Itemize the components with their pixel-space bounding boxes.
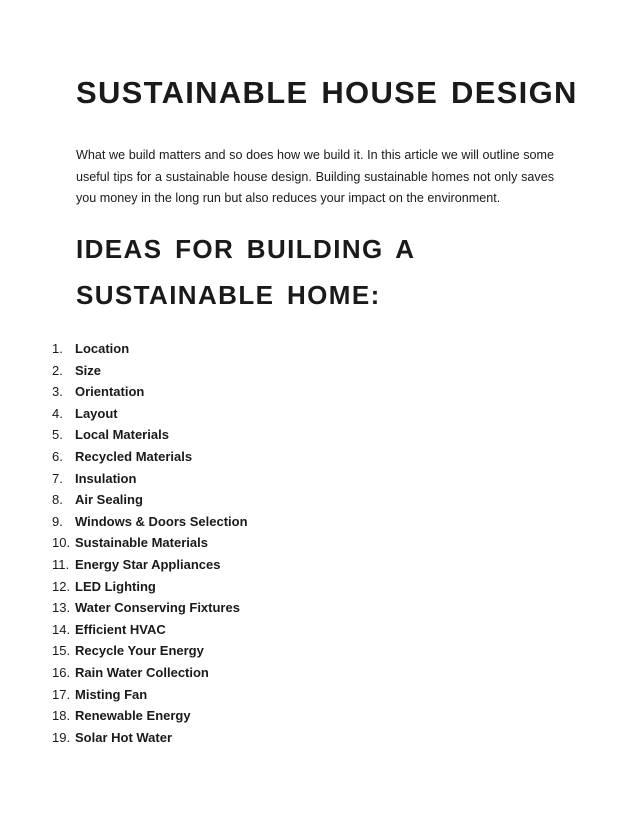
section-heading [76,226,415,318]
list-item-number: 16. [52,664,71,680]
list-item-number: 19. [52,729,71,745]
list-item-number: 3. [52,384,63,400]
section-heading-line-2: SUSTAINABLE HOME: [76,280,381,310]
list-item [52,511,248,533]
list-item-number: 1. [52,341,63,356]
list-item-number: 13. [52,600,71,616]
list-item-number: 14. [52,621,71,637]
list-item [52,705,248,727]
list-item-label: Misting Fan [75,686,148,702]
list-item-label: Rain Water Collection [75,664,209,680]
page-title: SUSTAINABLE HOUSE DESIGN [76,75,578,110]
list-item [52,468,248,490]
section-heading-line-1: IDEAS FOR BUILDING A [76,234,416,264]
list-item [52,554,248,576]
list-item-label: Energy Star Appliances [75,556,221,572]
list-item-number: 5. [52,427,63,443]
tips-list [52,338,248,748]
list-item-number: 17. [52,686,71,702]
list-item-number: 4. [52,405,63,421]
list-item [52,446,248,468]
list-item-number: 8. [52,492,63,508]
intro-paragraph: What we build matters and so does how we build it. In this article we will outline some useful tips for a sustainable house design. Building sustainable homes not only saves you money in the long run but also reduces your impact on the environment. [76,148,554,205]
list-item [52,662,248,684]
list-item-label: Air Sealing [75,492,143,508]
list-item-label: Renewable Energy [75,708,191,724]
list-item [52,403,248,425]
list-item-label: Recycled Materials [75,448,193,464]
list-item-label: Recycle Your Energy [75,643,204,659]
list-item [52,532,248,554]
list-item [52,684,248,706]
list-item [52,727,248,749]
list-item-label: Solar Hot Water [75,729,173,745]
list-item-number: 10. [52,535,71,551]
list-item [52,597,248,619]
list-item-number: 12. [52,578,71,594]
list-item-label: Windows & Doors Selection [75,513,248,529]
list-item [52,381,248,403]
list-item [52,338,248,360]
list-item-number: 9. [52,513,63,529]
list-item-label: Size [75,362,102,378]
list-item-label: Layout [75,405,118,421]
list-item-number: 2. [52,362,63,378]
list-item-label: LED Lighting [75,578,156,594]
list-item-number: 7. [52,470,63,486]
list-item-number: 6. [52,448,63,464]
list-item [52,576,248,598]
list-item-label: Orientation [75,384,145,400]
list-item [52,640,248,662]
list-item-label: Water Conserving Fixtures [75,600,240,616]
list-item-number: 11. [52,556,70,572]
list-item-label: Local Materials [75,427,169,443]
list-item-label: Sustainable Materials [75,535,208,551]
list-item [52,360,248,382]
list-item [52,424,248,446]
list-item-number: 15. [52,643,71,659]
list-item-number: 18. [52,708,71,724]
list-item [52,619,248,641]
list-item-label: Location [75,341,130,356]
list-item-label: Efficient HVAC [75,621,166,637]
list-item [52,489,248,511]
list-item-label: Insulation [75,470,137,486]
